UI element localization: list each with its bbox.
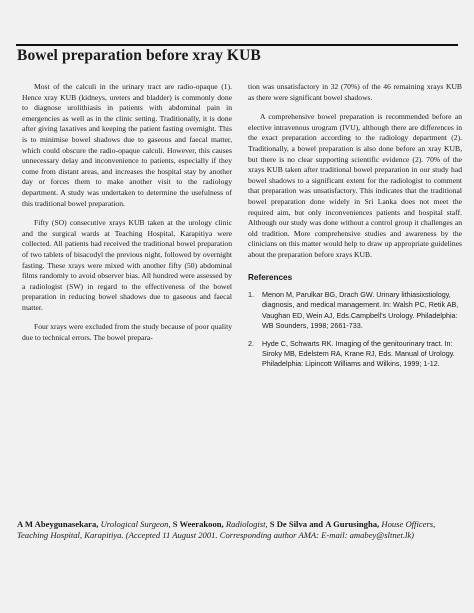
author-role: Urological Surgeon,	[100, 519, 171, 529]
right-column	[248, 82, 462, 378]
paragraph: tion was unsatisfactory in 32 (70%) of the 46 remaining xrays KUB as there were significant bowel shadows.	[248, 82, 462, 102]
author-name: A M Abeygunasekara,	[17, 519, 99, 529]
author-affiliation: Teaching Hospital, Karapitiya. (Accepted 11 August 2001. Corresponding author AMA: E-mail: amabey@sltnet.lk)	[17, 530, 415, 541]
reference-number: 1.	[248, 290, 254, 300]
author-name: A Gurusingha,	[325, 519, 380, 529]
author-name: S Weerakoon,	[172, 519, 224, 529]
reference-text: Hyde C, Schwarts RK. Imaging of the genitourinary tract. In: Siroky MB, Edelstem RA, Krane RJ, Eds. Manual of Urology. Philadelphia: Lipincott Williams and Wilkins, 1999; 1-12.	[262, 338, 455, 369]
paragraph: A comprehensive bowel preparation is recommended before an elective intravenous urogram (IVU), although there are differences in the exact preparation according to the radiology department (2). Traditionally, a bowel preparation is also done before an xray KUB, but there is no clear supporting scientific evidence (2). 70% of the xrays KUB taken after traditional bowel preparation in our study had bowel shadows to a significant extent for the radiologist to comment that preparation was unsatisfactory. This indicates that the traditional bowel preparation done widely in Sri Lanka does not meet the required aim, but only inconveniences patients and hospital staff. Although our study was done without a control group it challenges an old tradition. More comprehensive studies and awareness by the clinicians on this matter would help to draw up appropriate guidelines about the preparation before xrays KUB.	[248, 112, 462, 259]
conjunction: and	[309, 519, 324, 529]
top-rule	[16, 44, 458, 46]
left-column	[22, 82, 232, 353]
author-footer	[17, 519, 458, 542]
paragraph: Fifty (SO) consecutive xrays KUB taken at the urology clinic and the surgical wards at Teaching Hospital, Karapitiya were collected. All patients had received the traditional bowel preparation of two tablets of bisacodyl the previous night, followed by overnight fasting. These xrays were mixed with another fifty (50) abdominal films randomly to avoid observer bias. All hundred were assessed by a radiologist (SW) in regard to the effectiveness of the bowel preparation in reducing bowel shadows due to gaseous and faecal matter.	[22, 218, 232, 312]
paragraph: Most of the calculi in the urinary tract are radio-opaque (1). Hence xray KUB (kidneys, ureters and bladder) is commonly done to diagnose urolithiasis in patients with abdominal pain in emergencies as well as in the clinic setting. Traditionally, it is done after giving laxatives and keeping the patient fasting overnight. This is to minimise bowel shadows due to gaseous and faecal matter, which could obscure the radio-opaque calculi. However, this causes unnecessary delay and inconvenience to patients, especially if they come from distant areas, and increases the hospital stay by another day or forces them to make another visit to the radiology department. A study was undertaken to determine the usefulness of this traditional bowel preparation.	[22, 82, 232, 208]
references-list	[248, 290, 462, 369]
reference-item	[248, 290, 462, 331]
references-heading: References	[248, 272, 293, 282]
reference-number: 2.	[248, 338, 254, 348]
author-name: S De Silva	[269, 519, 308, 529]
article-title: Bowel preparation before xray KUB	[17, 47, 261, 64]
author-role: House Officers,	[381, 519, 436, 529]
reference-item	[248, 339, 462, 370]
reference-text: Menon M, Parulkar BG, Drach GW. Urinary lithiasixstiology, diagnosis, and medical management. In: Walsh PC, Retik AB, Vaughan ED, Wein AJ, Eds.Campbell's Urology. Philadelphia: WB Sounders, 1998; 2661-733.	[262, 290, 459, 330]
paragraph: Four xrays were excluded from the study because of poor quality due to technical errors. The bowel prepara-	[22, 322, 232, 343]
author-role: Radiologist,	[225, 519, 268, 529]
